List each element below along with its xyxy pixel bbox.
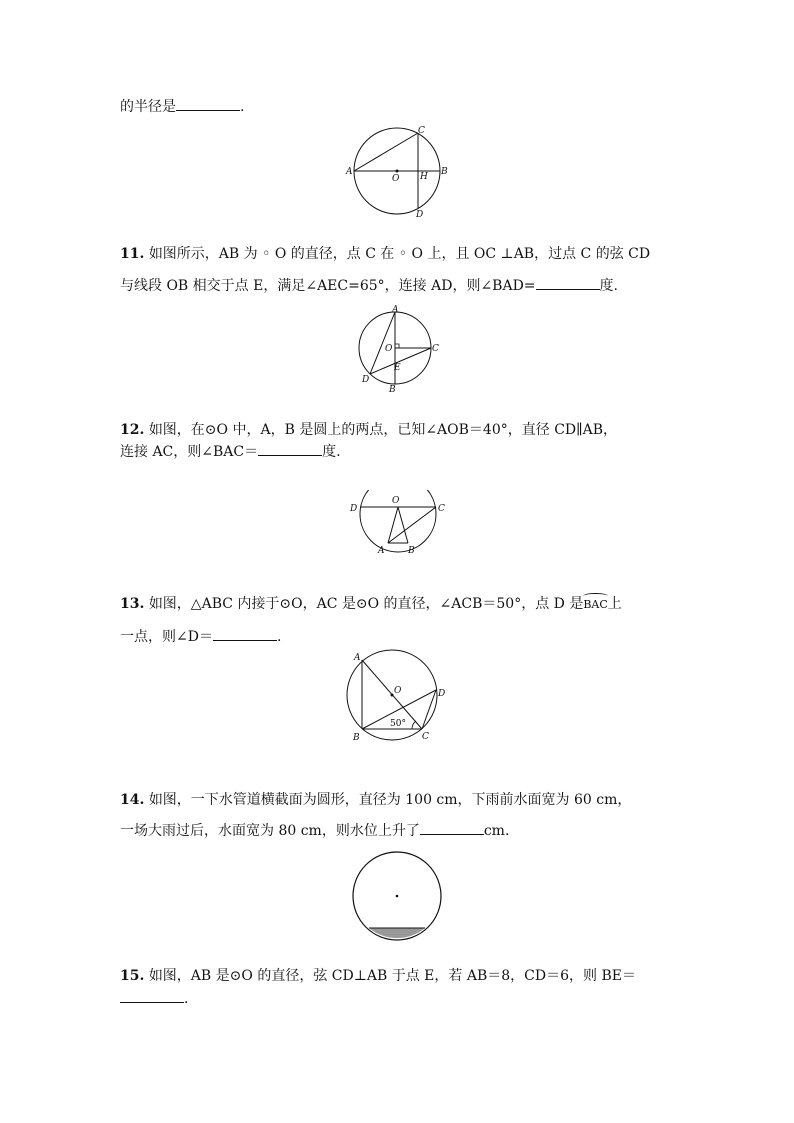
answer-blank[interactable] bbox=[258, 441, 322, 456]
answer-blank[interactable] bbox=[213, 626, 277, 641]
svg-text:E: E bbox=[394, 363, 401, 373]
svg-text:D: D bbox=[416, 210, 424, 220]
figure-1-circle-diagram bbox=[340, 124, 452, 220]
svg-text:B: B bbox=[389, 385, 396, 394]
svg-text:A: A bbox=[354, 653, 361, 663]
svg-text:D: D bbox=[350, 504, 358, 514]
svg-text:D: D bbox=[362, 375, 370, 385]
svg-text:B: B bbox=[353, 733, 360, 743]
q13-line-2: 一点，则∠D＝ . bbox=[120, 626, 281, 647]
svg-text:B: B bbox=[441, 167, 448, 177]
svg-text:A: A bbox=[378, 546, 385, 556]
svg-text:50°: 50° bbox=[390, 719, 406, 729]
figure-5-pipe-cross-section bbox=[350, 850, 444, 944]
svg-text:A: A bbox=[346, 167, 353, 177]
svg-text:D: D bbox=[438, 689, 446, 699]
figure-4-circle-diagram bbox=[340, 648, 454, 744]
q12-line-1: 12. 如图，在⊙O 中，A，B 是圆上的两点，已知∠AOB＝40°，直径 CD∥AB， bbox=[120, 422, 617, 438]
q11-line-1: 11. 如图所示，AB 为 ◦ O 的直径，点 C 在 ◦ O 上，且 OC ⊥AB，过点 C 的弦 CD bbox=[120, 246, 651, 262]
q14-line-1: 14. 如图，一下水管道横截面为圆形，直径为 100 cm，下雨前水面宽为 60 cm， bbox=[120, 792, 632, 808]
figure-3-circle-diagram bbox=[346, 490, 450, 558]
q11-line-2: 与线段 OB 相交于点 E，满足∠AEC=65°，连接 AD，则∠BAD= 度. bbox=[120, 275, 618, 296]
svg-text:B: B bbox=[408, 546, 415, 556]
svg-text:C: C bbox=[422, 732, 429, 742]
arc-bac: BAC bbox=[583, 595, 607, 615]
answer-blank[interactable] bbox=[536, 275, 600, 290]
svg-text:O: O bbox=[392, 174, 400, 184]
q13-line-1: 13. 如图，△ABC 内接于⊙O，AC 是⊙O 的直径，∠ACB＝50°，点 D 是BAC上 bbox=[120, 594, 622, 615]
svg-text:O: O bbox=[394, 686, 402, 696]
svg-text:C: C bbox=[418, 126, 425, 136]
q15-line-2: . bbox=[120, 988, 188, 1009]
svg-text:C: C bbox=[438, 504, 445, 514]
q12-line-2: 连接 AC，则∠BAC＝ 度. bbox=[120, 441, 341, 462]
q14-line-2: 一场大雨过后，水面宽为 80 cm，则水位上升了 cm. bbox=[120, 820, 509, 841]
answer-blank[interactable] bbox=[420, 820, 484, 835]
q15-line-1: 15. 如图，AB 是⊙O 的直径，弦 CD⊥AB 于点 E，若 AB＝8，CD＝6，则 BE＝ bbox=[120, 968, 636, 984]
svg-text:H: H bbox=[420, 172, 428, 182]
svg-text:C: C bbox=[432, 344, 439, 354]
svg-text:A: A bbox=[392, 305, 399, 315]
svg-text:O: O bbox=[385, 344, 393, 354]
figure-2-circle-diagram bbox=[352, 302, 444, 394]
svg-text:O: O bbox=[392, 496, 400, 506]
answer-blank[interactable] bbox=[120, 988, 184, 1003]
top-line: 的半径是 . bbox=[120, 96, 244, 117]
answer-blank[interactable] bbox=[176, 96, 240, 111]
